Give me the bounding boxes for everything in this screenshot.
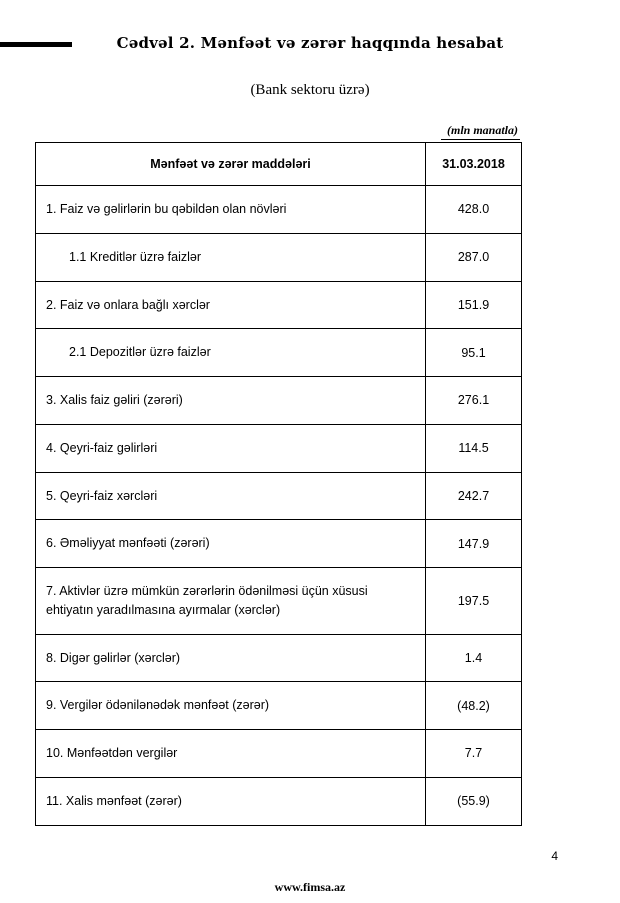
- table-row: [36, 329, 522, 377]
- row-label: 8. Digər gəlirlər (xərclər): [36, 634, 426, 682]
- row-value: (55.9): [426, 777, 522, 825]
- table-row: [36, 281, 522, 329]
- row-value: 114.5: [426, 424, 522, 472]
- table-row: [36, 777, 522, 825]
- row-value: 287.0: [426, 233, 522, 281]
- table-row: [36, 186, 522, 234]
- table-row: [36, 730, 522, 778]
- row-label: 7. Aktivlər üzrə mümkün zərərlərin ödənilməsi üçün xüsusi ehtiyatın yaradılmasına ayırmalar (xərclər): [36, 568, 426, 635]
- table-row: [36, 424, 522, 472]
- unit-note: (mln manatla): [441, 123, 520, 140]
- row-value: 95.1: [426, 329, 522, 377]
- row-label: 10. Mənfəətdən vergilər: [36, 730, 426, 778]
- row-value: 242.7: [426, 472, 522, 520]
- row-label: 1.1 Kreditlər üzrə faizlər: [36, 233, 426, 281]
- row-label: 2. Faiz və onlara bağlı xərclər: [36, 281, 426, 329]
- row-value: 197.5: [426, 568, 522, 635]
- profit-loss-table: [35, 142, 522, 826]
- row-label: 3. Xalis faiz gəliri (zərəri): [36, 377, 426, 425]
- column-header-items: Mənfəət və zərər maddələri: [36, 143, 426, 186]
- row-label: 2.1 Depozitlər üzrə faizlər: [36, 329, 426, 377]
- table-row: [36, 682, 522, 730]
- table-header-row: [36, 143, 522, 186]
- row-value: 151.9: [426, 281, 522, 329]
- row-label: 5. Qeyri-faiz xərcləri: [36, 472, 426, 520]
- row-value: 7.7: [426, 730, 522, 778]
- row-value: (48.2): [426, 682, 522, 730]
- unit-note-container: [0, 121, 520, 140]
- page-corner-mark: [0, 42, 72, 47]
- table-row: [36, 520, 522, 568]
- page-subtitle: (Bank sektoru üzrə): [250, 82, 370, 98]
- table-row: [36, 568, 522, 635]
- row-label: 9. Vergilər ödənilənədək mənfəət (zərər): [36, 682, 426, 730]
- page-title: Cədvəl 2. Mənfəət və zərər haqqında hesabat: [116, 34, 504, 52]
- column-header-date: 31.03.2018: [426, 143, 522, 186]
- row-label: 1. Faiz və gəlirlərin bu qəbildən olan növləri: [36, 186, 426, 234]
- row-label: 6. Əməliyyat mənfəəti (zərəri): [36, 520, 426, 568]
- row-value: 1.4: [426, 634, 522, 682]
- page-number: 4: [551, 849, 558, 863]
- row-label: 4. Qeyri-faiz gəlirləri: [36, 424, 426, 472]
- row-value: 147.9: [426, 520, 522, 568]
- row-value: 428.0: [426, 186, 522, 234]
- table-body: [36, 186, 522, 826]
- table-row: [36, 634, 522, 682]
- table-row: [36, 377, 522, 425]
- row-value: 276.1: [426, 377, 522, 425]
- table-row: [36, 233, 522, 281]
- footer-website: www.fimsa.az: [274, 880, 346, 894]
- row-label: 11. Xalis mənfəət (zərər): [36, 777, 426, 825]
- table-row: [36, 472, 522, 520]
